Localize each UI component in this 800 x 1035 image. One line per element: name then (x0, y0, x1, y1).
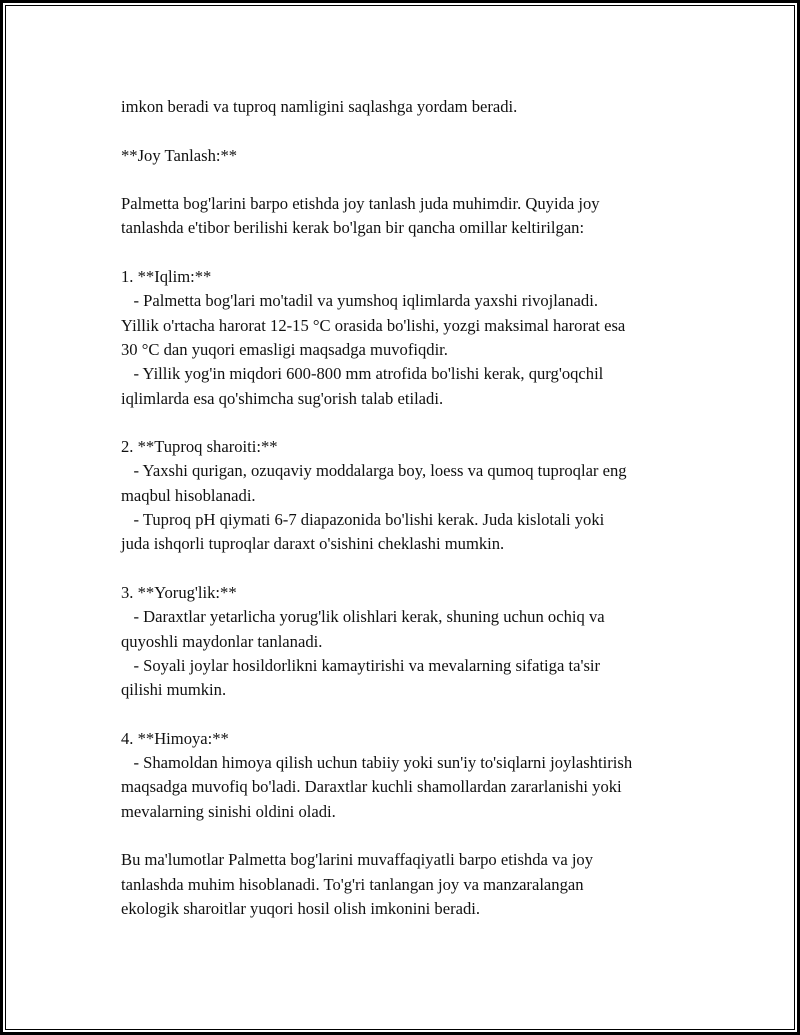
item-line: - Yaxshi qurigan, ozuqaviy moddalarga boy, loess va qumoq tuproqlar eng (121, 461, 627, 481)
item-line: quyoshli maydonlar tanlanadi. (121, 631, 323, 651)
item-heading: 3. **Yorug'lik:** (121, 582, 237, 602)
paragraph-gap (121, 557, 721, 581)
intro-tail: imkon beradi va tuproq namligini saqlashga yordam beradi. (121, 97, 518, 116)
item-heading: 2. **Tuproq sharoiti:** (121, 437, 278, 457)
section-heading: **Joy Tanlash:** (121, 145, 238, 165)
paragraph-gap (121, 119, 721, 143)
item-heading: 1. **Iqlim:** (121, 267, 212, 287)
paragraph-gap (121, 241, 721, 265)
conclusion-line: Bu ma'lumotlar Palmetta bog'larini muvaffaqiyatli barpo etishda va joy (121, 850, 594, 870)
conclusion-line: tanlashda muhim hisoblanadi. To'g'ri tanlangan joy va manzaralangan (121, 874, 584, 894)
paragraph-gap (121, 824, 721, 848)
intro-line: tanlashda e'tibor berilishi kerak bo'lgan bir qancha omillar keltirilgan: (121, 218, 585, 238)
item-line: - Palmetta bog'lari mo'tadil va yumshoq iqlimlarda yaxshi rivojlanadi. (121, 291, 598, 311)
item-line: maqsadga muvofiq bo'ladi. Daraxtlar kuchli shamollardan zararlanishi yoki (121, 777, 622, 797)
item-line: iqlimlarda esa qo'shimcha sug'orish talab etiladi. (121, 388, 444, 408)
item-heading: 4. **Himoya:** (121, 728, 229, 748)
paragraph-gap (121, 702, 721, 726)
item-line: qilishi mumkin. (121, 680, 227, 700)
paragraph-gap (121, 168, 721, 192)
item-line: 30 °C dan yuqori emasligi maqsadga muvofiqdir. (121, 339, 448, 359)
item-line: - Daraxtlar yetarlicha yorug'lik olishlari kerak, shuning uchun ochiq va (121, 607, 605, 627)
paragraph-gap (121, 411, 721, 435)
item-line: juda ishqorli tuproqlar daraxt o'sishini cheklashi mumkin. (121, 534, 505, 554)
document-body (121, 95, 721, 921)
item-line: - Shamoldan himoya qilish uchun tabiiy yoki sun'iy to'siqlarni joylashtirish (121, 753, 633, 773)
item-line: - Soyali joylar hosildorlikni kamaytirishi va mevalarning sifatiga ta'sir (121, 655, 601, 675)
item-line: - Yillik yog'in miqdori 600-800 mm atrofida bo'lishi kerak, qurg'oqchil (121, 364, 604, 384)
item-line: Yillik o'rtacha harorat 12-15 °C orasida bo'lishi, yozgi maksimal harorat esa (121, 315, 626, 335)
item-line: mevalarning sinishi oldini oladi. (121, 801, 336, 821)
item-line: maqbul hisoblanadi. (121, 485, 256, 505)
item-line: - Tuproq pH qiymati 6-7 diapazonida bo'lishi kerak. Juda kislotali yoki (121, 510, 605, 530)
intro-line: Palmetta bog'larini barpo etishda joy tanlash juda muhimdir. Quyida joy (121, 194, 600, 214)
conclusion-line: ekologik sharoitlar yuqori hosil olish imkonini beradi. (121, 898, 481, 918)
